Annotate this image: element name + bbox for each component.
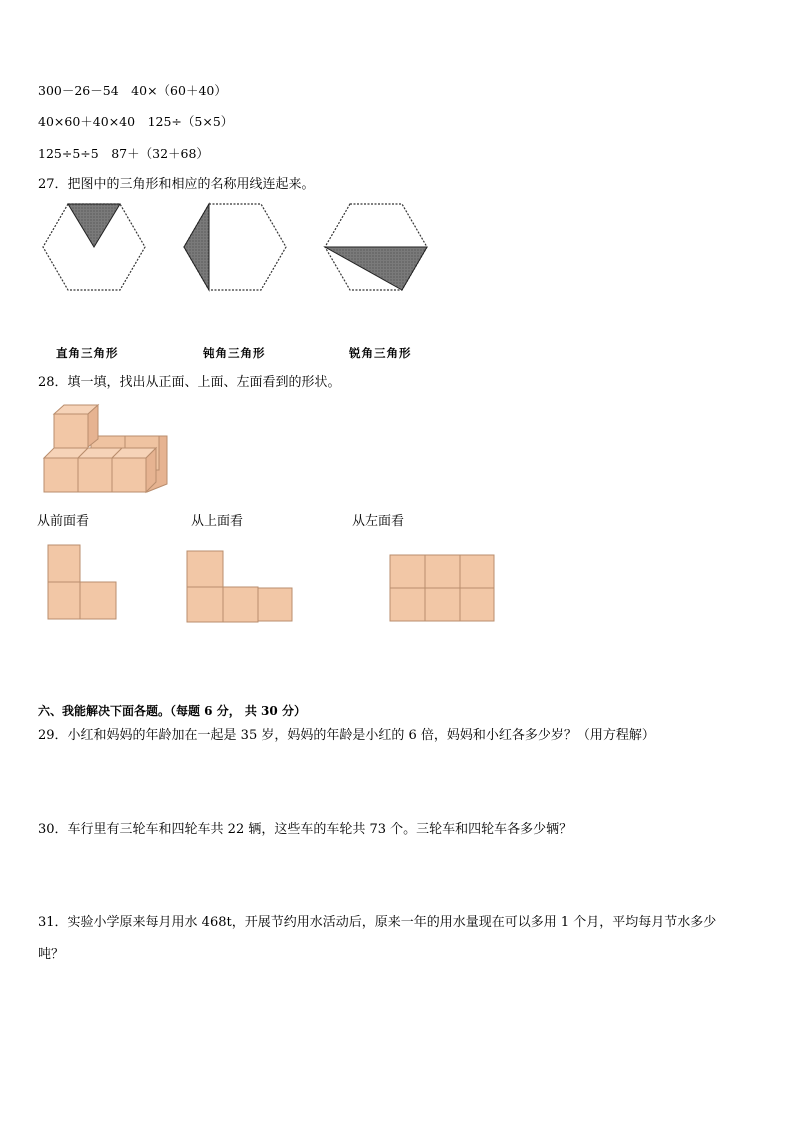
question-30: 30．车行里有三轮车和四轮车共 22 辆，这些车的车轮共 73 个。三轮车和四轮车各多少辆？ <box>38 822 573 837</box>
left-view-shape <box>390 555 494 621</box>
triangle-name-obtuse: 钝角三角形 <box>203 346 266 360</box>
question-27: 27．把图中的三角形和相应的名称用线连起来。 <box>38 177 315 192</box>
hexagon-3 <box>325 204 427 290</box>
triangle-name-right: 直角三角形 <box>56 346 119 360</box>
question-31-line-1: 31．实验小学原来每月用水 468t，开展节约用水活动后，原来一年的用水量现在可以多用 1 个月，平均每月节水多少 <box>38 915 717 930</box>
triangle-acute-shaded <box>68 204 120 247</box>
calc-line-2: 40×60＋40×40 125÷（5×5） <box>38 114 234 129</box>
triangle-obtuse-shaded <box>325 247 427 290</box>
view-label-front: 从前面看 <box>37 514 90 529</box>
question-31-line-2: 吨？ <box>38 947 65 962</box>
section-6-heading: 六、我能解决下面各题。（每题 6 分， 共 30 分） <box>38 704 306 718</box>
top-view-shape <box>187 551 292 622</box>
front-view-shape <box>48 545 116 619</box>
calc-line-1: 300－26－54 40×（60＋40） <box>38 83 227 98</box>
question-29: 29．小红和妈妈的年龄加在一起是 35 岁，妈妈的年龄是小红的 6 倍，妈妈和小红各多少岁？（用方程解） <box>38 728 655 743</box>
question-28: 28．填一填，找出从正面、上面、左面看到的形状。 <box>38 375 341 390</box>
triangle-name-acute: 锐角三角形 <box>349 346 412 360</box>
calc-line-3: 125÷5÷5 87＋（32＋68） <box>38 146 209 161</box>
triangle-right-shaded <box>184 204 209 290</box>
view-label-top: 从上面看 <box>191 514 244 529</box>
hexagon-2 <box>184 204 286 290</box>
hexagon-1 <box>43 204 145 290</box>
view-label-left: 从左面看 <box>352 514 405 529</box>
